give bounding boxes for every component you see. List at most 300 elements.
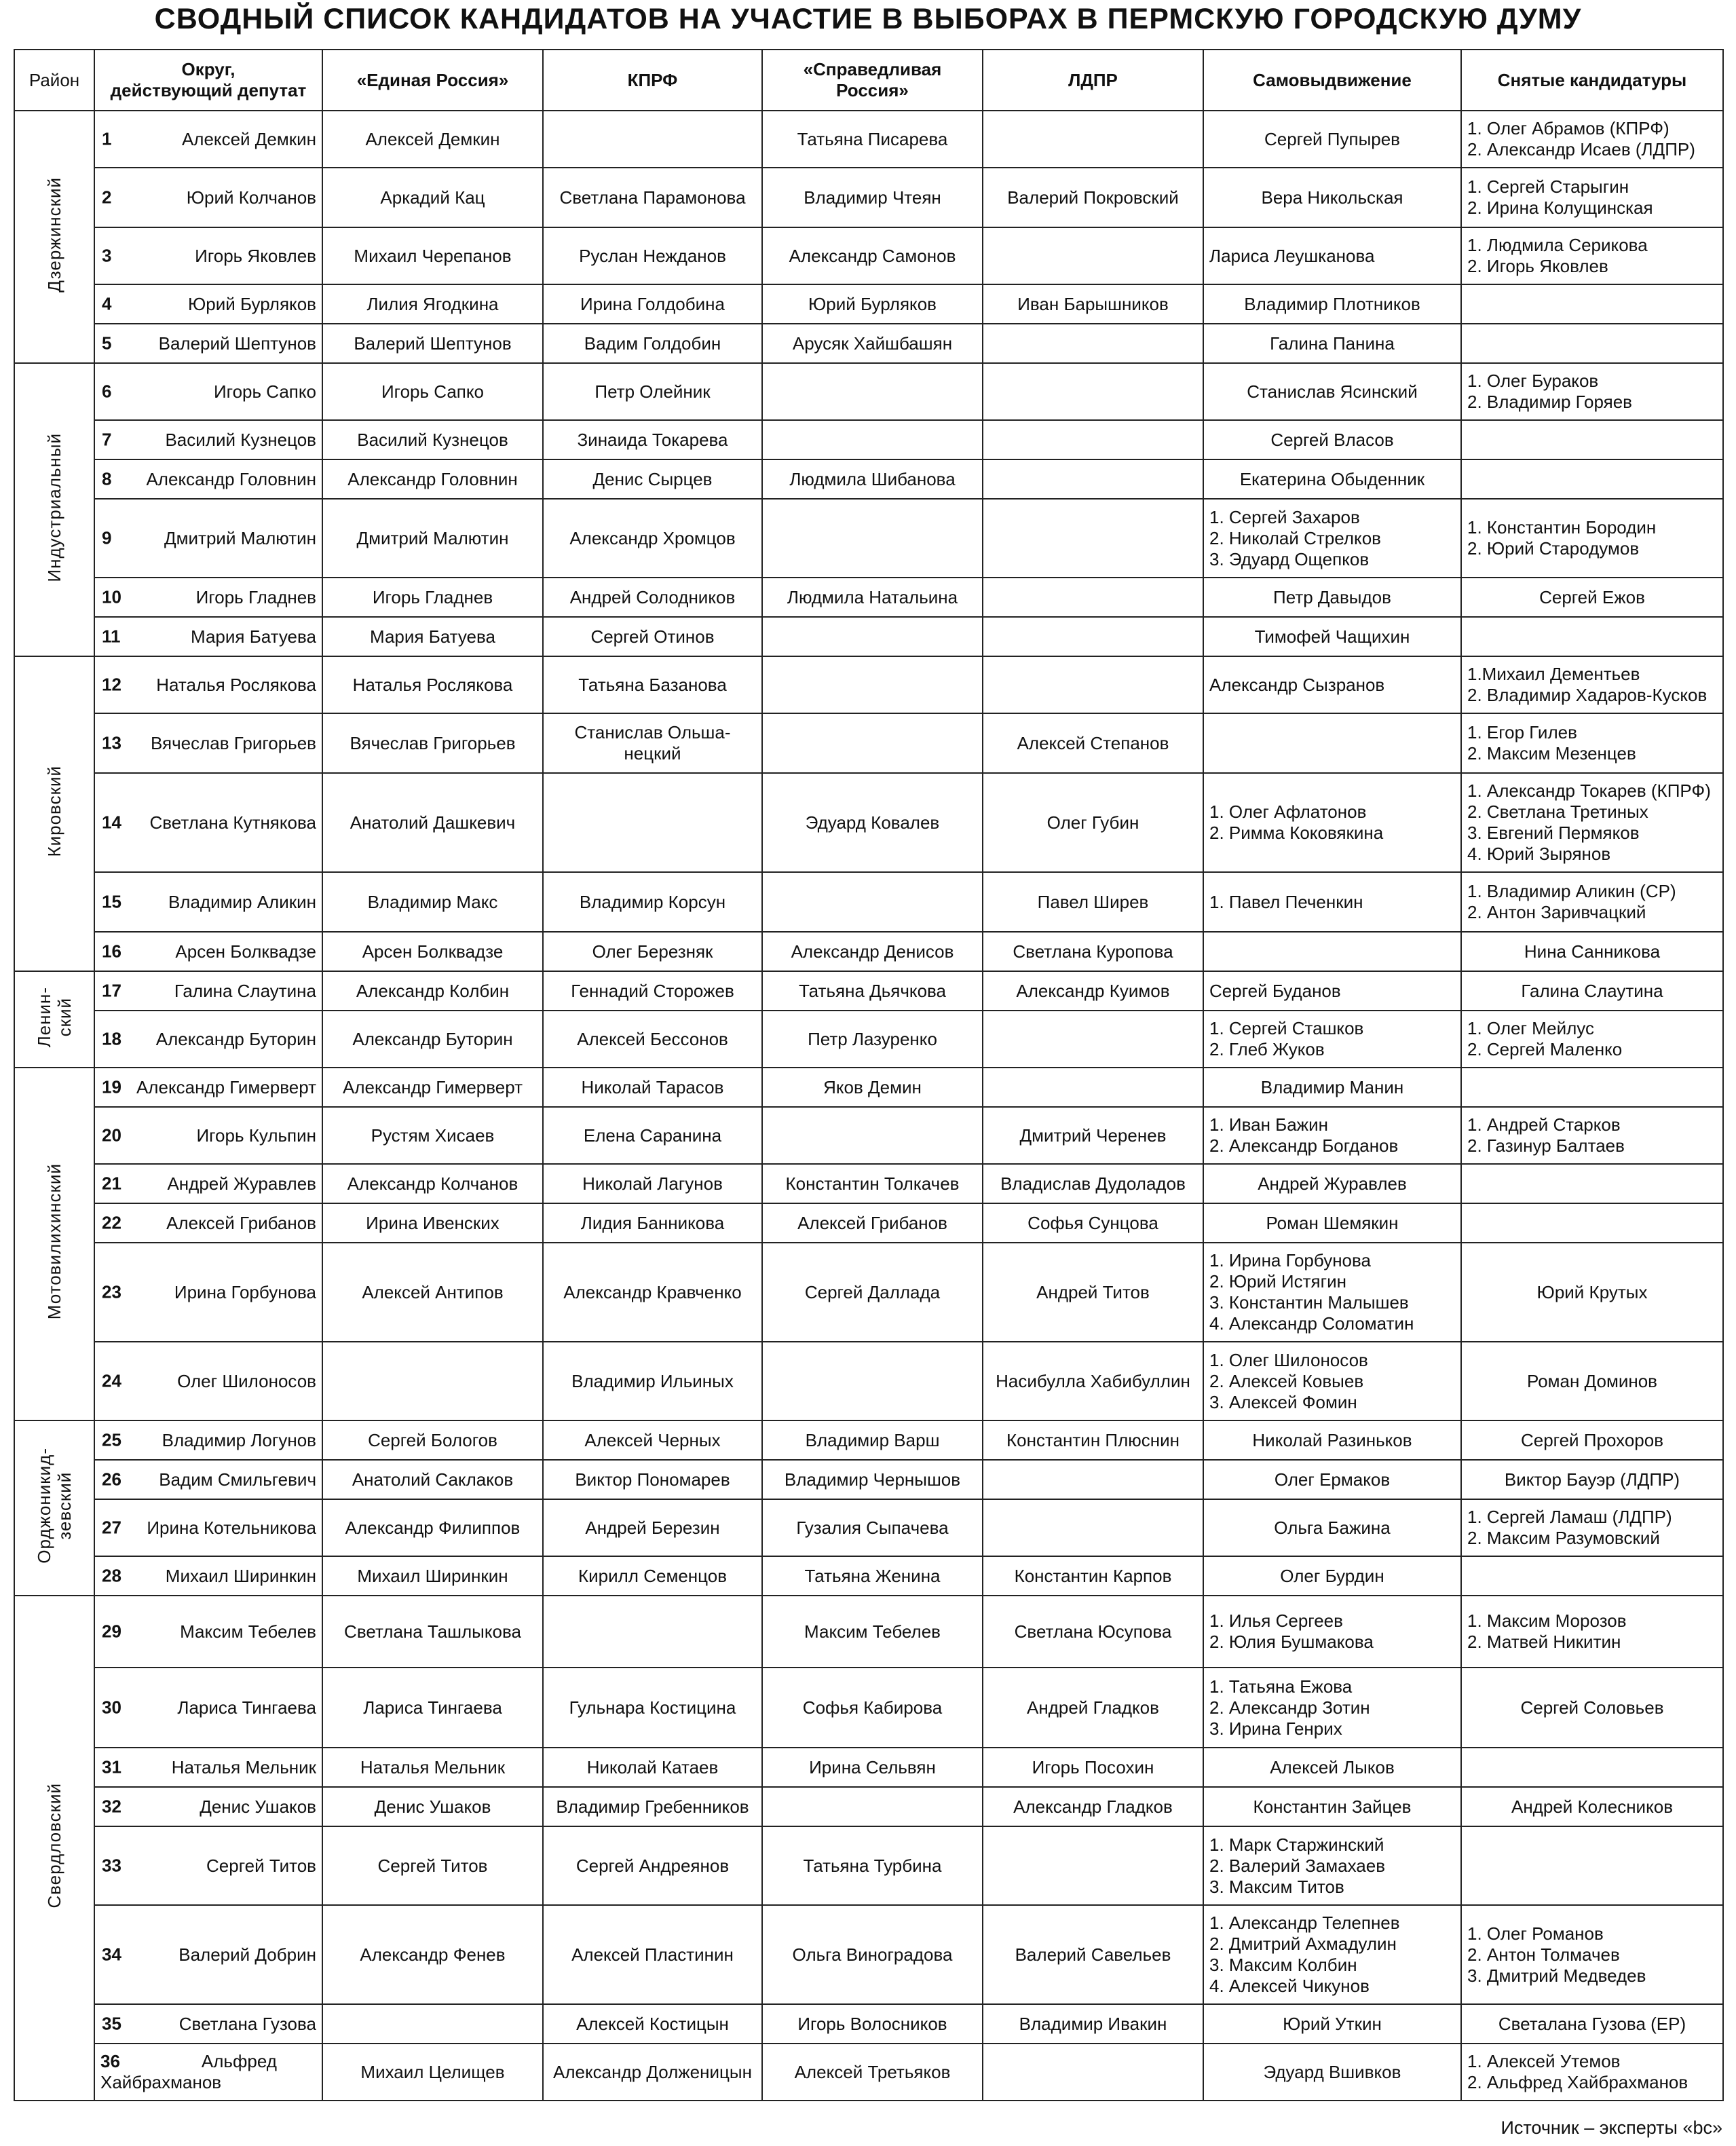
cell-ldpr: Андрей Титов — [983, 1243, 1203, 1342]
cell-sr — [762, 872, 983, 932]
cell-removed: Андрей Колесников — [1461, 1787, 1723, 1826]
current-deputy: Владимир Логунов — [162, 1429, 316, 1450]
cell-er: Рустям Хисаев — [322, 1107, 543, 1164]
current-deputy: Наталья Мельник — [171, 1756, 316, 1777]
district-name: Мотовилихинский — [44, 1163, 64, 1320]
cell-removed — [1461, 617, 1723, 656]
table-row — [14, 617, 1723, 656]
okrug-cell — [94, 284, 322, 324]
header-okrug: Округ, действующий депутат — [94, 50, 322, 111]
cell-sr — [762, 617, 983, 656]
cell-er: Михаил Черепанов — [322, 227, 543, 284]
cell-self: Сергей Пупырев — [1203, 111, 1461, 168]
cell-er: Лилия Ягодкина — [322, 284, 543, 324]
table-row — [14, 656, 1723, 713]
cell-self: 1. Ирина Горбунова 2. Юрий Истягин 3. Константин Малышев 4. Александр Соломатин — [1203, 1243, 1461, 1342]
cell-self: Петр Давыдов — [1203, 578, 1461, 617]
cell-ldpr — [983, 227, 1203, 284]
okrug-number: 27 — [102, 1517, 121, 1538]
cell-sr — [762, 363, 983, 420]
okrug-number: 4 — [102, 293, 112, 314]
cell-er: Аркадий Кац — [322, 168, 543, 227]
okrug-cell — [94, 1420, 322, 1460]
cell-sr: Людмила Натальина — [762, 578, 983, 617]
okrug-number: 34 — [102, 1944, 121, 1965]
cell-ldpr — [983, 363, 1203, 420]
okrug-number: 20 — [102, 1125, 121, 1146]
current-deputy: Игорь Кульпин — [196, 1125, 316, 1146]
cell-removed: Сергей Ежов — [1461, 578, 1723, 617]
district-cell — [14, 111, 94, 363]
okrug-number: 35 — [102, 2013, 121, 2034]
cell-sr: Татьяна Женина — [762, 1556, 983, 1596]
cell-er — [322, 1342, 543, 1420]
cell-er: Игорь Гладнев — [322, 578, 543, 617]
cell-ldpr: Светлана Куропова — [983, 932, 1203, 971]
cell-kprf: Алексей Костицын — [543, 2004, 762, 2044]
header-sr: «Справедливая Россия» — [762, 50, 983, 111]
cell-sr: Петр Лазуренко — [762, 1011, 983, 1068]
cell-er: Арсен Болквадзе — [322, 932, 543, 971]
cell-sr: Владимир Чернышов — [762, 1460, 983, 1499]
cell-removed: 1. Александр Токарев (КПРФ) 2. Светлана Третиных 3. Евгений Пермяков 4. Юрий Зырянов — [1461, 773, 1723, 872]
cell-removed: 1.Михаил Дементьев 2. Владимир Хадаров-Кусков — [1461, 656, 1723, 713]
cell-ldpr — [983, 111, 1203, 168]
cell-er: Александр Фенев — [322, 1905, 543, 2004]
district-name: Ленин- ский — [34, 986, 75, 1048]
header-ldpr: ЛДПР — [983, 50, 1203, 111]
district-name: Индустриальный — [44, 432, 64, 582]
current-deputy: Олег Шилоносов — [177, 1370, 316, 1391]
district-cell — [14, 656, 94, 971]
table-row — [14, 111, 1723, 168]
table-row — [14, 1499, 1723, 1556]
table-row — [14, 1668, 1723, 1748]
table-row — [14, 324, 1723, 363]
table-row — [14, 420, 1723, 459]
cell-removed: 1. Олег Бураков 2. Владимир Горяев — [1461, 363, 1723, 420]
cell-er — [322, 2004, 543, 2044]
cell-er: Дмитрий Малютин — [322, 499, 543, 578]
cell-kprf: Владимир Гребенников — [543, 1787, 762, 1826]
cell-kprf: Алексей Черных — [543, 1420, 762, 1460]
okrug-number: 31 — [102, 1756, 121, 1777]
cell-ldpr: Владислав Дудоладов — [983, 1164, 1203, 1203]
cell-sr — [762, 1787, 983, 1826]
cell-kprf: Геннадий Сторожев — [543, 971, 762, 1011]
cell-er: Светлана Ташлыкова — [322, 1596, 543, 1668]
cell-sr: Владимир Варш — [762, 1420, 983, 1460]
cell-removed: Виктор Бауэр (ЛДПР) — [1461, 1460, 1723, 1499]
current-deputy: Наталья Рослякова — [156, 674, 316, 695]
cell-ldpr — [983, 1460, 1203, 1499]
cell-kprf: Николай Лагунов — [543, 1164, 762, 1203]
cell-ldpr: Иван Барышников — [983, 284, 1203, 324]
cell-self: 1. Сергей Сташков 2. Глеб Жуков — [1203, 1011, 1461, 1068]
cell-sr — [762, 656, 983, 713]
cell-ldpr — [983, 617, 1203, 656]
current-deputy: Галина Слаутина — [174, 980, 316, 1001]
table-row — [14, 713, 1723, 773]
cell-ldpr: Павел Ширев — [983, 872, 1203, 932]
district-name: Орджоникид- зевский — [34, 1448, 75, 1564]
cell-ldpr — [983, 2044, 1203, 2101]
table-row — [14, 227, 1723, 284]
header-kprf: КПРФ — [543, 50, 762, 111]
source-note: Источник – эксперты «bc» — [1501, 2117, 1722, 2138]
cell-removed: Юрий Крутых — [1461, 1243, 1723, 1342]
header-removed: Снятые кандидатуры — [1461, 50, 1723, 111]
current-deputy: Михаил Ширинкин — [165, 1565, 316, 1586]
okrug-number: 36 — [100, 2051, 120, 2071]
cell-removed: Светалана Гузова (ЕР) — [1461, 2004, 1723, 2044]
cell-ldpr — [983, 1011, 1203, 1068]
cell-self: 1. Александр Телепнев 2. Дмитрий Ахмадулин 3. Максим Колбин 4. Алексей Чикунов — [1203, 1905, 1461, 2004]
okrug-number: 13 — [102, 732, 121, 753]
cell-removed — [1461, 1203, 1723, 1243]
cell-self: Андрей Журавлев — [1203, 1164, 1461, 1203]
cell-kprf: Александр Кравченко — [543, 1243, 762, 1342]
cell-removed: Сергей Соловьев — [1461, 1668, 1723, 1748]
cell-kprf: Зинаида Токарева — [543, 420, 762, 459]
cell-self: 1. Марк Старжинский 2. Валерий Замахаев 3. Максим Титов — [1203, 1826, 1461, 1905]
cell-sr — [762, 420, 983, 459]
current-deputy: Ирина Горбунова — [174, 1281, 316, 1302]
okrug-cell — [94, 872, 322, 932]
cell-sr: Татьяна Дьячкова — [762, 971, 983, 1011]
okrug-cell — [94, 168, 322, 227]
cell-sr: Софья Кабирова — [762, 1668, 983, 1748]
current-deputy: Светлана Гузова — [178, 2013, 316, 2034]
okrug-number: 25 — [102, 1429, 121, 1450]
okrug-number: 11 — [102, 626, 121, 647]
current-deputy: Арсен Болквадзе — [175, 941, 316, 962]
cell-self: Галина Панина — [1203, 324, 1461, 363]
cell-kprf: Сергей Отинов — [543, 617, 762, 656]
cell-kprf: Кирилл Семенцов — [543, 1556, 762, 1596]
cell-er: Наталья Рослякова — [322, 656, 543, 713]
cell-self — [1203, 713, 1461, 773]
okrug-cell — [94, 499, 322, 578]
cell-removed: 1. Людмила Серикова 2. Игорь Яковлев — [1461, 227, 1723, 284]
cell-self: 1. Олег Шилоносов 2. Алексей Ковыев 3. Алексей Фомин — [1203, 1342, 1461, 1420]
cell-removed — [1461, 284, 1723, 324]
table-row — [14, 1905, 1723, 2004]
okrug-number: 14 — [102, 812, 121, 833]
cell-kprf: Гульнара Костицина — [543, 1668, 762, 1748]
cell-ldpr: Насибулла Хабибуллин — [983, 1342, 1203, 1420]
cell-kprf: Николай Тарасов — [543, 1068, 762, 1107]
okrug-cell — [94, 111, 322, 168]
okrug-number: 12 — [102, 674, 121, 695]
okrug-cell — [94, 1460, 322, 1499]
cell-kprf: Татьяна Базанова — [543, 656, 762, 713]
cell-kprf — [543, 111, 762, 168]
cell-self: 1. Олег Афлатонов 2. Римма Коковякина — [1203, 773, 1461, 872]
cell-er: Лариса Тингаева — [322, 1668, 543, 1748]
table-row — [14, 1011, 1723, 1068]
okrug-number: 10 — [102, 586, 121, 607]
district-cell — [14, 1068, 94, 1420]
cell-sr — [762, 499, 983, 578]
cell-kprf: Владимир Корсун — [543, 872, 762, 932]
cell-self: Вера Никольская — [1203, 168, 1461, 227]
current-deputy: Светлана Кутнякова — [149, 812, 316, 833]
cell-er: Михаил Целищев — [322, 2044, 543, 2101]
okrug-cell — [94, 1107, 322, 1164]
cell-removed: 1. Олег Абрамов (КПРФ) 2. Александр Исаев (ЛДПР) — [1461, 111, 1723, 168]
table-row — [14, 1342, 1723, 1420]
okrug-number: 17 — [102, 980, 121, 1001]
cell-er: Наталья Мельник — [322, 1748, 543, 1787]
cell-kprf: Вадим Голдобин — [543, 324, 762, 363]
cell-removed: Роман Доминов — [1461, 1342, 1723, 1420]
cell-ldpr — [983, 324, 1203, 363]
table-row — [14, 1107, 1723, 1164]
cell-ldpr — [983, 499, 1203, 578]
cell-kprf: Александр Хромцов — [543, 499, 762, 578]
cell-sr: Яков Демин — [762, 1068, 983, 1107]
current-deputy: Дмитрий Малютин — [164, 527, 316, 548]
table-row — [14, 284, 1723, 324]
cell-self: Владимир Манин — [1203, 1068, 1461, 1107]
okrug-cell — [94, 1748, 322, 1787]
cell-self: Ольга Бажина — [1203, 1499, 1461, 1556]
cell-removed — [1461, 1826, 1723, 1905]
cell-sr: Александр Денисов — [762, 932, 983, 971]
cell-removed: Сергей Прохоров — [1461, 1420, 1723, 1460]
current-deputy: Ирина Котельникова — [147, 1517, 316, 1538]
cell-er: Александр Филиппов — [322, 1499, 543, 1556]
cell-ldpr: Дмитрий Черенев — [983, 1107, 1203, 1164]
table-row — [14, 1787, 1723, 1826]
cell-er: Вячеслав Григорьев — [322, 713, 543, 773]
table-row — [14, 971, 1723, 1011]
cell-kprf: Алексей Пластинин — [543, 1905, 762, 2004]
cell-removed: 1. Сергей Ламаш (ЛДПР) 2. Максим Разумовский — [1461, 1499, 1723, 1556]
cell-removed: 1. Владимир Аликин (СР) 2. Антон Заривчацкий — [1461, 872, 1723, 932]
district-cell — [14, 1596, 94, 2101]
current-deputy: Валерий Добрин — [178, 1944, 316, 1965]
current-deputy: Алексей Грибанов — [166, 1212, 316, 1233]
table-body — [14, 111, 1723, 2101]
district-name: Дзержинский — [44, 176, 64, 293]
header-district: Район — [14, 50, 94, 111]
cell-er: Михаил Ширинкин — [322, 1556, 543, 1596]
current-deputy: Алексей Демкин — [181, 128, 316, 149]
table-row — [14, 872, 1723, 932]
cell-er: Александр Колчанов — [322, 1164, 543, 1203]
cell-kprf: Андрей Солодников — [543, 578, 762, 617]
okrug-number: 1 — [102, 128, 112, 149]
okrug-number: 2 — [102, 187, 112, 208]
okrug-number: 15 — [102, 891, 121, 912]
current-deputy: Юрий Колчанов — [186, 187, 316, 208]
cell-kprf: Петр Олейник — [543, 363, 762, 420]
okrug-cell — [94, 1596, 322, 1668]
current-deputy: Сергей Титов — [206, 1855, 316, 1876]
cell-er: Алексей Демкин — [322, 111, 543, 168]
okrug-cell — [94, 1499, 322, 1556]
okrug-number: 8 — [102, 468, 112, 489]
cell-kprf: Лидия Банникова — [543, 1203, 762, 1243]
okrug-cell — [94, 578, 322, 617]
current-deputy: Юрий Бурляков — [188, 293, 316, 314]
okrug-cell — [94, 227, 322, 284]
cell-er: Алексей Антипов — [322, 1243, 543, 1342]
okrug-cell — [94, 1668, 322, 1748]
cell-self — [1203, 932, 1461, 971]
cell-sr: Ольга Виноградова — [762, 1905, 983, 2004]
current-deputy: Денис Ушаков — [200, 1796, 316, 1817]
cell-removed: Галина Слаутина — [1461, 971, 1723, 1011]
cell-ldpr: Алексей Степанов — [983, 713, 1203, 773]
okrug-cell — [94, 1787, 322, 1826]
cell-self: 1. Иван Бажин 2. Александр Богданов — [1203, 1107, 1461, 1164]
cell-kprf: Руслан Нежданов — [543, 227, 762, 284]
cell-sr — [762, 1107, 983, 1164]
cell-removed: 1. Олег Романов 2. Антон Толмачев 3. Дмитрий Медведев — [1461, 1905, 1723, 2004]
okrug-number: 22 — [102, 1212, 121, 1233]
cell-self: Олег Ермаков — [1203, 1460, 1461, 1499]
cell-kprf: Сергей Андреянов — [543, 1826, 762, 1905]
cell-sr: Алексей Грибанов — [762, 1203, 983, 1243]
table-row — [14, 1420, 1723, 1460]
district-name: Свердловский — [44, 1783, 64, 1908]
table-row — [14, 1460, 1723, 1499]
table-row — [14, 578, 1723, 617]
current-deputy: Василий Кузнецов — [165, 429, 316, 450]
cell-ldpr: Игорь Посохин — [983, 1748, 1203, 1787]
cell-self: Роман Шемякин — [1203, 1203, 1461, 1243]
current-deputy: Игорь Яковлев — [195, 245, 316, 266]
cell-kprf: Алексей Бессонов — [543, 1011, 762, 1068]
current-deputy: Александр Буторин — [155, 1028, 316, 1049]
okrug-number: 33 — [102, 1855, 121, 1876]
cell-sr: Константин Толкачев — [762, 1164, 983, 1203]
cell-ldpr: Светлана Юсупова — [983, 1596, 1203, 1668]
cell-removed — [1461, 459, 1723, 499]
cell-ldpr: Валерий Савельев — [983, 1905, 1203, 2004]
current-deputy: Вадим Смильгевич — [159, 1469, 316, 1490]
cell-er: Сергей Титов — [322, 1826, 543, 1905]
cell-er: Анатолий Дашкевич — [322, 773, 543, 872]
okrug-cell — [94, 324, 322, 363]
cell-er: Мария Батуева — [322, 617, 543, 656]
table-row — [14, 1068, 1723, 1107]
current-deputy: Игорь Гладнев — [195, 586, 316, 607]
cell-sr: Игорь Волосников — [762, 2004, 983, 2044]
cell-sr — [762, 713, 983, 773]
table-row — [14, 363, 1723, 420]
cell-kprf: Николай Катаев — [543, 1748, 762, 1787]
cell-sr: Сергей Даллада — [762, 1243, 983, 1342]
okrug-number: 29 — [102, 1621, 121, 1642]
current-deputy: Мария Батуева — [191, 626, 316, 647]
okrug-cell — [94, 773, 322, 872]
okrug-cell — [94, 1342, 322, 1420]
okrug-cell — [94, 1826, 322, 1905]
okrug-number: 5 — [102, 333, 112, 354]
page-title: СВОДНЫЙ СПИСОК КАНДИДАТОВ НА УЧАСТИЕ В ВЫБОРАХ В ПЕРМСКУЮ ГОРОДСКУЮ ДУМУ — [154, 3, 1582, 35]
cell-removed: Нина Санникова — [1461, 932, 1723, 971]
cell-self: Владимир Плотников — [1203, 284, 1461, 324]
cell-kprf: Владимир Ильиных — [543, 1342, 762, 1420]
cell-self: Николай Разиньков — [1203, 1420, 1461, 1460]
cell-ldpr: Валерий Покровский — [983, 168, 1203, 227]
okrug-cell — [94, 656, 322, 713]
table-row — [14, 2044, 1723, 2101]
table-row — [14, 1203, 1723, 1243]
cell-kprf: Ирина Голдобина — [543, 284, 762, 324]
cell-er: Владимир Макс — [322, 872, 543, 932]
okrug-cell — [94, 1203, 322, 1243]
okrug-number: 21 — [102, 1173, 121, 1194]
cell-ldpr: Александр Гладков — [983, 1787, 1203, 1826]
cell-removed — [1461, 324, 1723, 363]
cell-removed: 1. Алексей Утемов 2. Альфред Хайбрахманов — [1461, 2044, 1723, 2101]
current-deputy: Александр Головнин — [146, 468, 316, 489]
cell-er: Игорь Сапко — [322, 363, 543, 420]
cell-er: Валерий Шептунов — [322, 324, 543, 363]
table-row — [14, 1596, 1723, 1668]
cell-ldpr: Константин Карпов — [983, 1556, 1203, 1596]
table-row — [14, 932, 1723, 971]
okrug-number: 23 — [102, 1281, 121, 1302]
cell-self: Олег Бурдин — [1203, 1556, 1461, 1596]
header-er: «Единая Россия» — [322, 50, 543, 111]
table-row — [14, 1748, 1723, 1787]
cell-ldpr: Александр Куимов — [983, 971, 1203, 1011]
cell-kprf — [543, 773, 762, 872]
cell-self: Сергей Буданов — [1203, 971, 1461, 1011]
okrug-cell — [94, 2004, 322, 2044]
cell-self: 1. Татьяна Ежова 2. Александр Зотин 3. Ирина Генрих — [1203, 1668, 1461, 1748]
okrug-cell — [94, 1164, 322, 1203]
cell-self: Тимофей Чащихин — [1203, 617, 1461, 656]
table-row — [14, 773, 1723, 872]
okrug-cell — [94, 713, 322, 773]
cell-er: Денис Ушаков — [322, 1787, 543, 1826]
okrug-number: 3 — [102, 245, 112, 266]
table-row — [14, 2004, 1723, 2044]
candidates-table — [14, 49, 1724, 2101]
cell-ldpr — [983, 1068, 1203, 1107]
current-deputy: Валерий Шептунов — [158, 333, 316, 354]
cell-er: Александр Буторин — [322, 1011, 543, 1068]
current-deputy: Владимир Аликин — [168, 891, 316, 912]
okrug-cell — [94, 971, 322, 1011]
cell-sr: Юрий Бурляков — [762, 284, 983, 324]
cell-kprf: Денис Сырцев — [543, 459, 762, 499]
current-deputy: Андрей Журавлев — [167, 1173, 316, 1194]
district-cell — [14, 971, 94, 1068]
okrug-cell — [94, 1905, 322, 2004]
cell-kprf: Светлана Парамонова — [543, 168, 762, 227]
cell-self: Александр Сызранов — [1203, 656, 1461, 713]
cell-ldpr: Андрей Гладков — [983, 1668, 1203, 1748]
cell-er: Василий Кузнецов — [322, 420, 543, 459]
okrug-number: 19 — [102, 1076, 121, 1097]
cell-self: Эдуард Вшивков — [1203, 2044, 1461, 2101]
cell-sr: Ирина Сельвян — [762, 1748, 983, 1787]
cell-ldpr — [983, 459, 1203, 499]
header-self: Самовыдвижение — [1203, 50, 1461, 111]
cell-er: Александр Колбин — [322, 971, 543, 1011]
current-deputy: Максим Тебелев — [180, 1621, 316, 1642]
cell-self: Алексей Лыков — [1203, 1748, 1461, 1787]
okrug-number: 6 — [102, 381, 112, 402]
